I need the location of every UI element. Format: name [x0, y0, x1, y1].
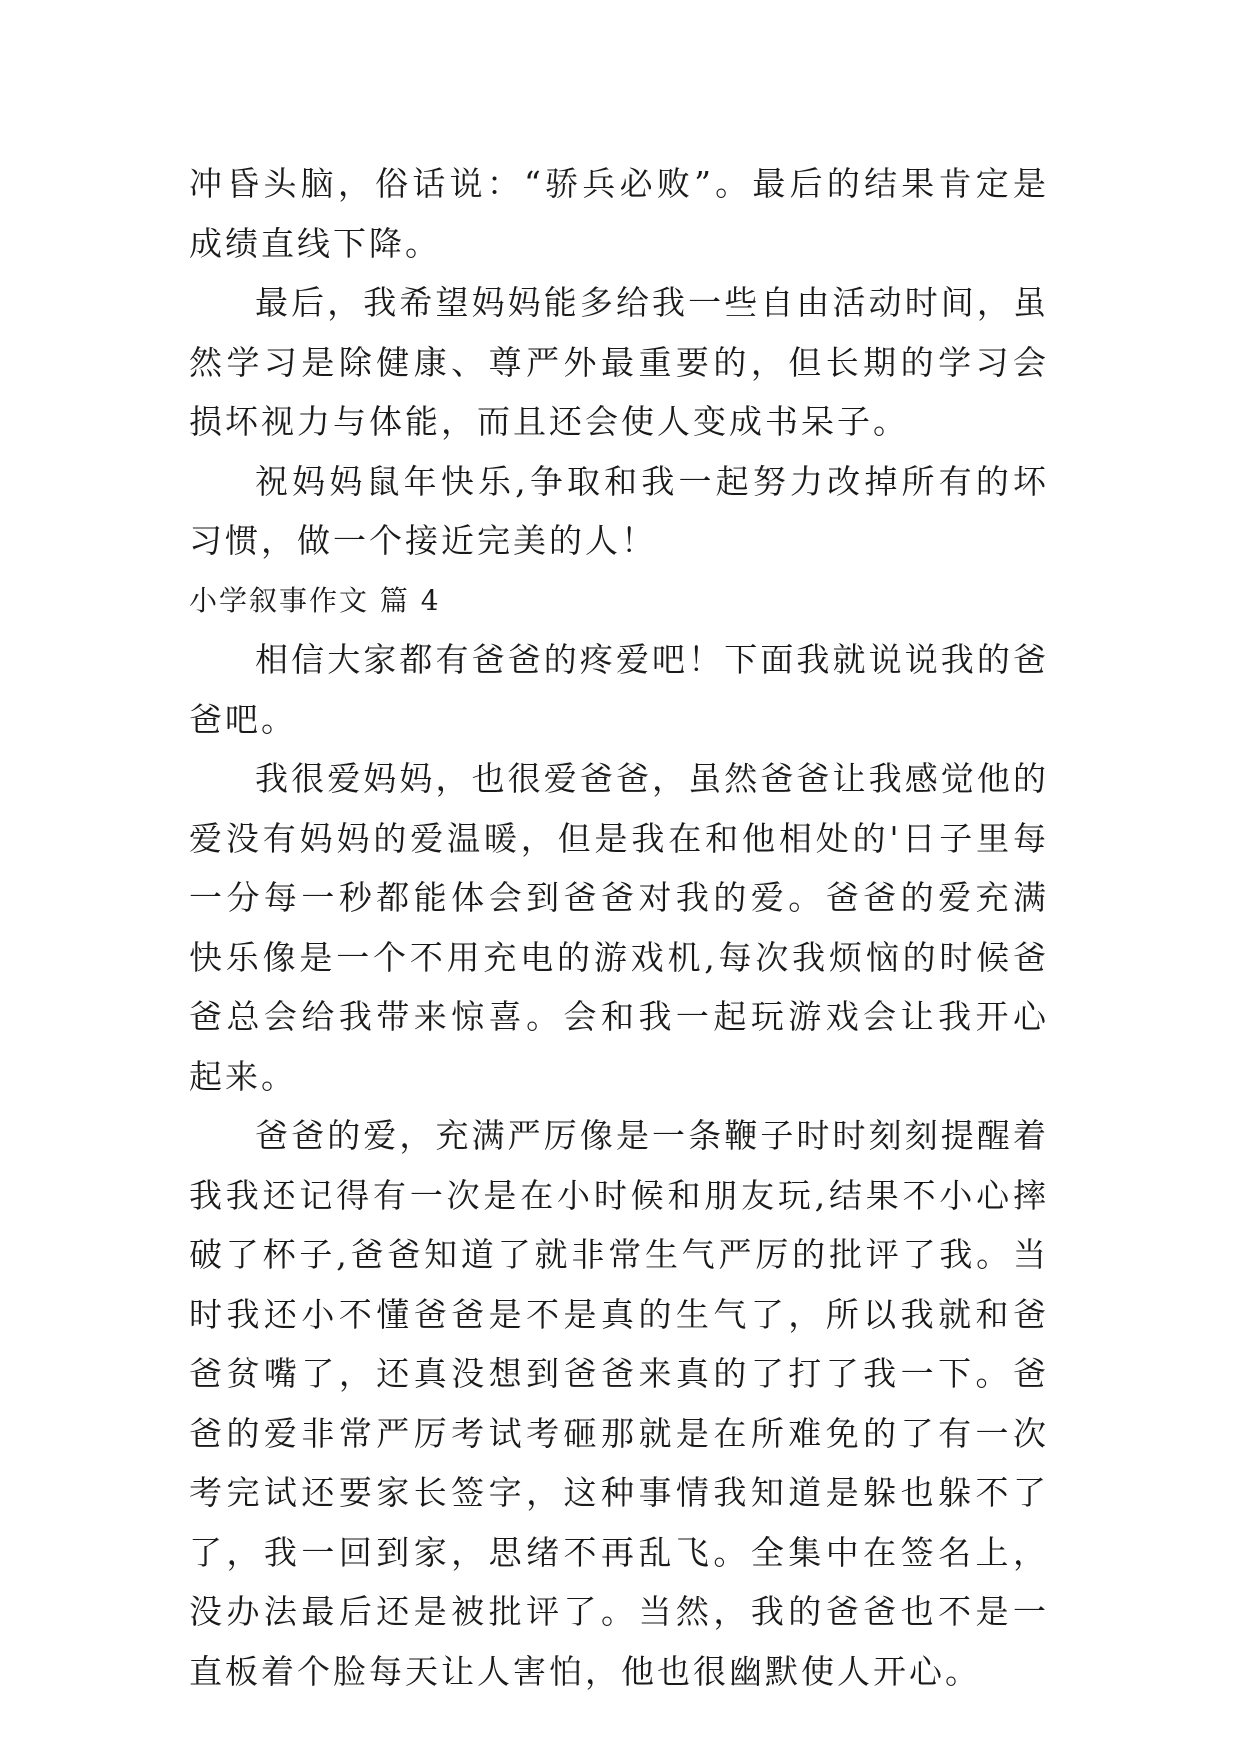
paragraph: 最后，我希望妈妈能多给我一些自由活动时间，虽然学习是除健康、尊严外最重要的，但长期的学习会损坏视力与体能，而且还会使人变成书呆子。	[189, 283, 1049, 441]
document-body	[189, 154, 1049, 1701]
paragraph: 祝妈妈鼠年快乐,争取和我一起努力改掉所有的坏习惯，做一个接近完美的人！	[189, 461, 1049, 560]
paragraph: 相信大家都有爸爸的疼爱吧！下面我就说说我的爸爸吧。	[189, 640, 1049, 739]
section-heading: 小学叙事作文 篇 4	[189, 583, 441, 617]
paragraph: 冲昏头脑，俗话说：“骄兵必败”。最后的结果肯定是成绩直线下降。	[189, 164, 1049, 263]
paragraph: 我很爱妈妈，也很爱爸爸，虽然爸爸让我感觉他的爱没有妈妈的爱温暖，但是我在和他相处的'日子里每一分每一秒都能体会到爸爸对我的爱。爸爸的爱充满快乐像是一个不用充电的游戏机,每次我烦恼的时候爸爸总会给我带来惊喜。会和我一起玩游戏会让我开心起来。	[189, 759, 1049, 1096]
paragraph: 爸爸的爱，充满严厉像是一条鞭子时时刻刻提醒着我我还记得有一次是在小时候和朋友玩,结果不小心摔破了杯子,爸爸知道了就非常生气严厉的批评了我。当时我还小不懂爸爸是不是真的生气了，所以我就和爸爸贫嘴了，还真没想到爸爸来真的了打了我一下。爸爸的爱非常严厉考试考砸那就是在所难免的了有一次考完试还要家长签字，这种事情我知道是躲也躲不了了，我一回到家，思绪不再乱飞。全集中在签名上，没办法最后还是被批评了。当然，我的爸爸也不是一直板着个脸每天让人害怕，他也很幽默使人开心。	[189, 1116, 1049, 1691]
